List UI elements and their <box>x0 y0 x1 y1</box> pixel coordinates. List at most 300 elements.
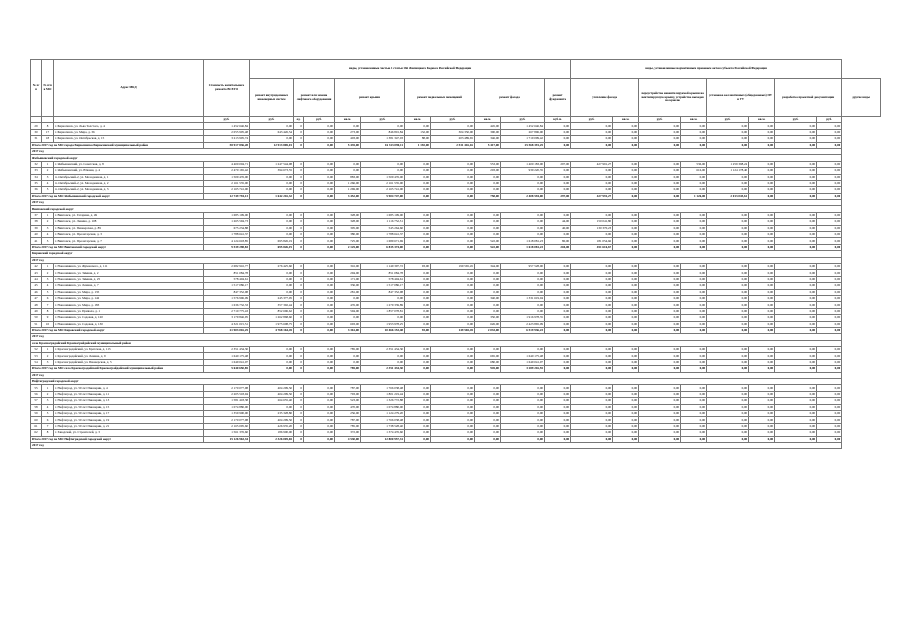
value-cell: 0,00 <box>707 225 749 231</box>
value-cell: 0 <box>294 174 304 180</box>
value-cell: 0,00 <box>475 436 501 442</box>
value-cell: 0,00 <box>817 295 842 301</box>
value-cell: 0,00 <box>571 410 613 416</box>
value-cell: 0,00 <box>335 161 361 167</box>
value-cell: 256,00 <box>335 410 361 416</box>
value-cell: 276 425,60 <box>250 263 294 269</box>
value-cell: 0,00 <box>749 276 775 282</box>
value-cell: 0,00 <box>639 263 681 269</box>
value-cell: 12 913 869,01 <box>250 142 294 148</box>
value-cell: 1 561 376,60 <box>204 430 250 436</box>
value-cell: 0,00 <box>501 404 545 410</box>
value-cell: 0,00 <box>304 289 335 295</box>
header-group-subject: виды, установленные нормативным правовым актом субъекта Российской Федерации <box>571 60 842 79</box>
value-cell: 0,00 <box>749 238 775 244</box>
row-address: п. Октябрьский-2, ул. Молодежная, д. 1 <box>54 174 204 180</box>
value-cell: 0,00 <box>545 347 571 353</box>
value-cell: 0,00 <box>613 417 639 423</box>
value-cell: 0,00 <box>681 123 707 129</box>
value-cell: 0,00 <box>571 174 613 180</box>
row-no-sub: 5 <box>42 410 54 416</box>
value-cell: 2 423 865,09 <box>501 321 545 327</box>
value-cell: 0,00 <box>613 430 639 436</box>
row-no-sub: 2 <box>42 270 54 276</box>
value-cell: 0,00 <box>749 225 775 231</box>
value-cell: 267 896,00 <box>501 129 545 135</box>
value-cell: 0,00 <box>431 385 475 391</box>
row-address: г. Новозиминск, ул. Мира, д. 142 <box>54 295 204 301</box>
value-cell: 0,00 <box>613 270 639 276</box>
value-cell: 0,00 <box>749 417 775 423</box>
value-cell: 0,00 <box>817 123 842 129</box>
value-cell: 0,00 <box>571 347 613 353</box>
value-cell: 0,00 <box>405 308 431 314</box>
value-cell: 0,00 <box>431 353 475 359</box>
row-no: 59 <box>31 410 42 416</box>
value-cell: 0,00 <box>431 417 475 423</box>
value-cell: 1 649 041,07 <box>501 359 545 365</box>
value-cell: 0 <box>294 423 304 429</box>
value-cell: 427 991,27 <box>571 193 613 199</box>
row-no: 31 <box>31 136 42 142</box>
value-cell: 0,00 <box>501 423 545 429</box>
value-cell: 851 084,78 <box>204 270 250 276</box>
value-cell: 357 392,44 <box>250 302 294 308</box>
value-cell: 0,00 <box>749 302 775 308</box>
value-cell: 0 <box>294 219 304 225</box>
value-cell: 2 165 095,60 <box>204 423 250 429</box>
value-cell: 0,00 <box>639 136 681 142</box>
value-cell: 1 452 646,84 <box>204 123 250 129</box>
value-cell: 0,00 <box>545 180 571 186</box>
value-cell: 0,00 <box>405 244 431 250</box>
value-cell: 0,00 <box>405 238 431 244</box>
row-no: 29 <box>31 123 42 129</box>
value-cell: 0 <box>294 212 304 218</box>
value-cell: 0,00 <box>775 315 817 321</box>
value-cell: 0,00 <box>545 187 571 193</box>
row-no: 50 <box>31 315 42 321</box>
value-cell: 93,00 <box>405 263 431 269</box>
value-cell: 0,00 <box>571 423 613 429</box>
value-cell: 0,00 <box>545 283 571 289</box>
value-cell: 304 350,00 <box>431 129 475 135</box>
value-cell: 0,00 <box>775 142 817 148</box>
value-cell: 0,00 <box>304 321 335 327</box>
value-cell: 0 <box>294 283 304 289</box>
value-cell: 0,00 <box>405 232 431 238</box>
row-address: г. Нефтеград, ул. 50 лет Пионерии, д. 17 <box>54 410 204 416</box>
value-cell: 0,00 <box>545 123 571 129</box>
row-address: г. Новозиминск, ул. Жуковского, д. 111 <box>54 263 204 269</box>
value-cell: 0,00 <box>613 353 639 359</box>
value-cell: 0,00 <box>475 180 501 186</box>
value-cell: 0,00 <box>501 219 545 225</box>
value-cell: 0,00 <box>639 385 681 391</box>
value-cell: 0,00 <box>571 308 613 314</box>
year-label: 2017 год <box>31 334 842 340</box>
value-cell: 0,00 <box>639 225 681 231</box>
value-cell: 1 116 752,31 <box>361 219 405 225</box>
value-cell: 957 528,00 <box>501 263 545 269</box>
row-no: 62 <box>31 430 42 436</box>
value-cell: 0,00 <box>613 238 639 244</box>
value-cell: 0,00 <box>571 398 613 404</box>
value-cell: 0,00 <box>431 219 475 225</box>
value-cell: 1 259 398,24 <box>707 161 749 167</box>
row-address: г. Заводской, ул. Строителей, д. 3 <box>54 430 204 436</box>
value-cell: 0,00 <box>431 410 475 416</box>
value-cell: 0,00 <box>405 404 431 410</box>
value-cell: 1 581 418,38 <box>204 398 250 404</box>
value-cell: 0,00 <box>545 404 571 410</box>
row-no: 39 <box>31 225 42 231</box>
row-no-sub: 17 <box>42 129 54 135</box>
value-cell: 0,00 <box>775 385 817 391</box>
value-cell: 2 055 905,48 <box>204 129 250 135</box>
value-cell: 0,00 <box>431 366 475 372</box>
value-cell: 0,00 <box>613 212 639 218</box>
value-cell: 0,00 <box>571 212 613 218</box>
value-cell: 0,00 <box>775 327 817 333</box>
value-cell: 0,00 <box>571 359 613 365</box>
value-cell: 0 <box>294 123 304 129</box>
value-cell: 0,00 <box>405 353 431 359</box>
value-cell: 346,00 <box>475 136 501 142</box>
value-cell: 0,00 <box>304 417 335 423</box>
value-cell: 0,00 <box>431 308 475 314</box>
value-cell: 0,00 <box>817 244 842 250</box>
total-label: Итого 2017 год по МО города Бирюсинска Бирюсинский муниципальный район <box>31 142 204 148</box>
value-cell: 578 404,61 <box>361 276 405 282</box>
value-cell: 0,00 <box>639 410 681 416</box>
value-cell: 0,00 <box>707 404 749 410</box>
row-no: 54 <box>31 359 42 365</box>
table-header <box>31 60 881 123</box>
value-cell: 0,00 <box>707 366 749 372</box>
value-cell: 0,00 <box>749 308 775 314</box>
value-cell: 2 351 434,30 <box>361 366 405 372</box>
value-cell: 0,00 <box>639 283 681 289</box>
value-cell: 0,00 <box>405 276 431 282</box>
value-cell: 0,00 <box>501 417 545 423</box>
value-cell: 0,00 <box>707 436 749 442</box>
value-cell: 545 264,60 <box>361 225 405 231</box>
value-cell: 0,00 <box>817 289 842 295</box>
value-cell: 0,00 <box>775 366 817 372</box>
value-cell: 0,00 <box>571 289 613 295</box>
value-cell: 0,00 <box>681 129 707 135</box>
value-cell: 0,00 <box>817 142 842 148</box>
row-address: г. Новозиминск, ул. Ленина, д. 7 <box>54 283 204 289</box>
value-cell: 305,00 <box>335 225 361 231</box>
value-cell: 0,00 <box>613 436 639 442</box>
value-cell: 1 517 086,17 <box>361 283 405 289</box>
value-cell: 40,00 <box>545 225 571 231</box>
value-cell: 426 935,20 <box>250 423 294 429</box>
value-cell: 0,00 <box>681 391 707 397</box>
value-cell: 522,00 <box>475 244 501 250</box>
value-cell: 0,00 <box>749 123 775 129</box>
value-cell: 0,00 <box>707 232 749 238</box>
row-no-sub: 4 <box>42 404 54 410</box>
value-cell: 186 900,00 <box>250 430 294 436</box>
value-cell: 0,00 <box>250 404 294 410</box>
value-cell: 0,00 <box>545 315 571 321</box>
row-no-sub: 3 <box>42 276 54 282</box>
value-cell: 0,00 <box>405 347 431 353</box>
value-cell: 0,00 <box>681 302 707 308</box>
value-cell: 0,00 <box>475 187 501 193</box>
value-cell: 0,00 <box>501 391 545 397</box>
value-cell: 5 435,00 <box>335 142 361 148</box>
value-cell: 0,00 <box>501 180 545 186</box>
value-cell: 0,00 <box>405 436 431 442</box>
value-cell: 0,00 <box>571 315 613 321</box>
value-cell: 0,00 <box>681 276 707 282</box>
row-address: п. Октябрьский-2, ул. Молодежная, д. 2 <box>54 180 204 186</box>
value-cell: 0,00 <box>335 123 361 129</box>
value-cell: 1 618 081,23 <box>501 244 545 250</box>
value-cell: 0,00 <box>475 302 501 308</box>
value-cell: 0,00 <box>405 225 431 231</box>
value-cell: 0,00 <box>304 263 335 269</box>
value-cell: 0,00 <box>707 123 749 129</box>
header-design: разработка проектной документации <box>775 79 842 117</box>
value-cell: 0,00 <box>405 193 431 199</box>
value-cell: 0,00 <box>501 302 545 308</box>
value-cell: 0,00 <box>639 308 681 314</box>
value-cell: 0,00 <box>613 423 639 429</box>
value-cell: 2 165 741,00 <box>204 187 250 193</box>
value-cell: 1 265 594,73 <box>204 219 250 225</box>
value-cell: 0,00 <box>707 244 749 250</box>
value-cell: 536,00 <box>681 161 707 167</box>
row-no: 42 <box>31 263 42 269</box>
unit-cell: руб. <box>817 117 842 123</box>
unit-cell: руб. <box>639 117 681 123</box>
value-cell: 0,00 <box>335 359 361 365</box>
value-cell: 0,00 <box>639 168 681 174</box>
value-cell: 0,00 <box>749 244 775 250</box>
row-address: г. Новозиминск, ул. Зимняя, д. 2 <box>54 270 204 276</box>
value-cell: 0,00 <box>707 263 749 269</box>
value-cell: 0,00 <box>817 232 842 238</box>
value-cell: 0,00 <box>749 136 775 142</box>
value-cell: 0,00 <box>613 174 639 180</box>
value-cell: 294,00 <box>335 270 361 276</box>
value-cell: 2 161 535,00 <box>361 180 405 186</box>
value-cell: 553,00 <box>475 161 501 167</box>
value-cell: 0,00 <box>749 168 775 174</box>
value-cell: 0 <box>294 436 304 442</box>
value-cell: 5 417,00 <box>475 142 501 148</box>
value-cell: 0,00 <box>545 410 571 416</box>
value-cell: 0,00 <box>250 180 294 186</box>
value-cell: 0,00 <box>817 423 842 429</box>
value-cell: 1 685 109,00 <box>204 212 250 218</box>
value-cell: 0,00 <box>405 212 431 218</box>
value-cell: 0,00 <box>501 308 545 314</box>
value-cell: 0,00 <box>431 321 475 327</box>
row-no-sub: 1 <box>42 263 54 269</box>
value-cell: 785,00 <box>335 366 361 372</box>
value-cell: 0,00 <box>639 353 681 359</box>
value-cell: 0 <box>294 321 304 327</box>
value-cell: 0,00 <box>545 391 571 397</box>
value-cell: 171,00 <box>335 276 361 282</box>
value-cell: 0,00 <box>304 244 335 250</box>
value-cell: 0,00 <box>405 219 431 225</box>
value-cell: 0,00 <box>639 244 681 250</box>
value-cell: 1 247 544,98 <box>250 161 294 167</box>
value-cell: 0,00 <box>817 276 842 282</box>
value-cell: 0,00 <box>545 359 571 365</box>
value-cell: 0,00 <box>501 289 545 295</box>
row-no-sub: 1 <box>42 347 54 353</box>
value-cell: 0,00 <box>817 136 842 142</box>
value-cell: 0,00 <box>250 359 294 365</box>
value-cell: 350,00 <box>475 315 501 321</box>
value-cell: 0,00 <box>681 174 707 180</box>
row-no-sub: 3 <box>42 225 54 231</box>
value-cell: 0,00 <box>475 391 501 397</box>
value-cell: 0,00 <box>431 347 475 353</box>
value-cell: 0,00 <box>431 180 475 186</box>
row-address: г. Новозиминск, ул. Мира, д. 135 <box>54 289 204 295</box>
value-cell: 0,00 <box>250 347 294 353</box>
row-no: 53 <box>31 353 42 359</box>
value-cell: 0,00 <box>749 174 775 180</box>
value-cell: 1 788 641,37 <box>204 232 250 238</box>
value-cell: 0,00 <box>681 410 707 416</box>
value-cell: 204,00 <box>545 244 571 250</box>
header-facade: ремонт фасада <box>475 79 545 117</box>
row-no: 32 <box>31 161 42 167</box>
value-cell: 1 953 978,25 <box>361 321 405 327</box>
value-cell: 0,00 <box>707 283 749 289</box>
value-cell: 0,00 <box>613 302 639 308</box>
value-cell: 0,00 <box>817 187 842 193</box>
value-cell: 0,00 <box>501 174 545 180</box>
value-cell: 0,00 <box>304 404 335 410</box>
value-cell: 0,00 <box>304 219 335 225</box>
unit-cell: руб. <box>775 117 817 123</box>
value-cell: 0,00 <box>775 174 817 180</box>
row-no-sub: 2 <box>42 219 54 225</box>
row-no-sub: 2 <box>42 391 54 397</box>
value-cell: 0,00 <box>405 187 431 193</box>
value-cell: 0,00 <box>775 391 817 397</box>
row-no: 36 <box>31 187 42 193</box>
value-cell: 235 328,80 <box>250 410 294 416</box>
value-cell: 264 655,40 <box>250 398 294 404</box>
value-cell: 149 565,45 <box>431 327 475 333</box>
value-cell: 0,00 <box>501 436 545 442</box>
value-cell: 693,00 <box>335 321 361 327</box>
value-cell: 0,00 <box>431 276 475 282</box>
row-no: 52 <box>31 347 42 353</box>
value-cell: 0 <box>294 359 304 365</box>
value-cell: 2 351 434,30 <box>361 347 405 353</box>
value-cell: 0,00 <box>775 168 817 174</box>
row-no: 30 <box>31 129 42 135</box>
value-cell: 0,00 <box>749 404 775 410</box>
section-label: село Красноградайский Краснограйдайский муниципальный район <box>31 340 842 346</box>
value-cell: 0,00 <box>613 391 639 397</box>
value-cell: 0,00 <box>475 404 501 410</box>
value-cell: 0,00 <box>775 232 817 238</box>
value-cell: 0,00 <box>545 232 571 238</box>
value-cell: 0,00 <box>250 232 294 238</box>
value-cell: 0,00 <box>613 347 639 353</box>
value-cell: 0,00 <box>613 193 639 199</box>
value-cell: 0,00 <box>431 315 475 321</box>
value-cell: 21 903 016,25 <box>204 327 250 333</box>
value-cell: 785,00 <box>335 423 361 429</box>
value-cell: 0,00 <box>250 212 294 218</box>
value-cell: 0,00 <box>304 270 335 276</box>
value-cell: 0,00 <box>613 244 639 250</box>
value-cell: 340,00 <box>475 295 501 301</box>
value-cell: 0,00 <box>775 321 817 327</box>
value-cell: 0,00 <box>335 315 361 321</box>
value-cell: 0,00 <box>571 180 613 186</box>
value-cell: 0,00 <box>681 327 707 333</box>
value-cell: 0,00 <box>681 295 707 301</box>
value-cell: 0 <box>294 347 304 353</box>
row-no-sub: 8 <box>42 430 54 436</box>
value-cell: 2 205 518,94 <box>204 391 250 397</box>
row-address: г. Винтовск, ул. Пролетарская, д. 7 <box>54 238 204 244</box>
row-no: 48 <box>31 302 42 308</box>
value-cell: 0,00 <box>545 366 571 372</box>
value-cell: 0,00 <box>361 161 405 167</box>
value-cell: 0,00 <box>571 129 613 135</box>
value-cell: 0,00 <box>775 212 817 218</box>
value-cell: 1 074 880,00 <box>361 404 405 410</box>
value-cell: 0,00 <box>749 366 775 372</box>
value-cell: 0,00 <box>571 404 613 410</box>
value-cell: 0,00 <box>405 366 431 372</box>
row-address: г. Ямбышевский, ул. Южная, д. 4 <box>54 168 204 174</box>
value-cell: 0,00 <box>681 321 707 327</box>
value-cell: 0,00 <box>681 232 707 238</box>
value-cell: 0 <box>294 404 304 410</box>
value-cell: 0,00 <box>613 129 639 135</box>
value-cell: 0,00 <box>250 136 294 142</box>
value-cell: 404 299,50 <box>250 385 294 391</box>
value-cell: 0,00 <box>749 193 775 199</box>
value-cell: 0,00 <box>475 232 501 238</box>
value-cell: 0,00 <box>817 321 842 327</box>
value-cell: 0,00 <box>775 308 817 314</box>
value-cell: 0,00 <box>613 136 639 142</box>
value-cell: 0,00 <box>431 289 475 295</box>
row-no: 40 <box>31 232 42 238</box>
value-cell: 0,00 <box>707 321 749 327</box>
year-label: 2017 год <box>31 200 842 206</box>
value-cell: 1 126,00 <box>681 193 707 199</box>
value-cell: 0,00 <box>749 283 775 289</box>
value-cell: 0,00 <box>749 423 775 429</box>
value-cell: 0,00 <box>613 187 639 193</box>
value-cell: 0,00 <box>613 359 639 365</box>
value-cell: 0,00 <box>775 180 817 186</box>
value-cell: 0,00 <box>431 244 475 250</box>
value-cell: 0,00 <box>571 187 613 193</box>
row-no-sub: 1 <box>42 161 54 167</box>
